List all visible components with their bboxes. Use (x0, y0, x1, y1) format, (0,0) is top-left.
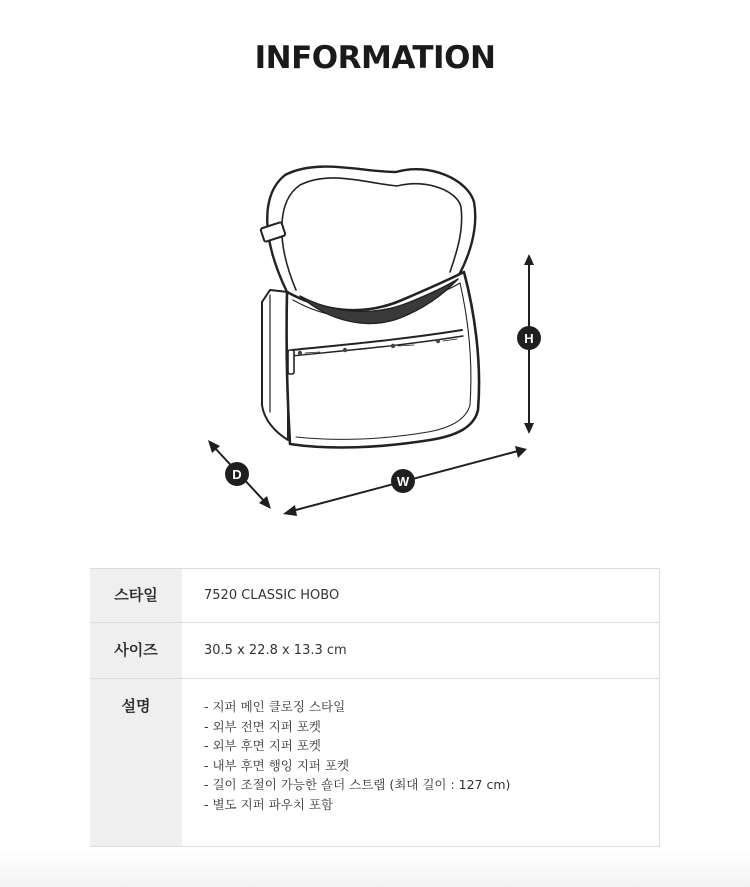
spec-table (90, 568, 660, 847)
page-title: INFORMATION (254, 40, 496, 76)
description-item: - 외부 전면 지퍼 포켓 (204, 718, 322, 734)
description-item: - 외부 후면 지퍼 포켓 (204, 738, 322, 753)
description-item: - 지퍼 메인 클로징 스타일 (204, 699, 346, 714)
height-marker (517, 326, 541, 350)
spec-row-description (90, 679, 660, 847)
spec-label-style: 스타일 (90, 569, 182, 623)
description-item: - 내부 후면 행잉 지퍼 포켓 (204, 757, 350, 773)
height-label: H (524, 331, 534, 346)
width-marker (391, 469, 415, 493)
description-list (204, 697, 658, 814)
width-label: W (396, 474, 410, 489)
bottom-divider (0, 848, 750, 887)
spec-label-size: 사이즈 (90, 623, 182, 679)
spec-row-style (90, 569, 660, 623)
spec-value-size: 30.5 x 22.8 x 13.3 cm (182, 623, 660, 679)
description-item: - 별도 지퍼 파우치 포함 (204, 796, 334, 812)
depth-marker (225, 462, 249, 486)
description-item: - 길이 조절이 가능한 숄더 스트랩 (최대 길이 : 127 cm) (204, 777, 511, 792)
bag-illustration (260, 167, 479, 448)
spec-label-description: 설명 (90, 679, 182, 847)
spec-value-description (182, 679, 660, 847)
depth-label: D (232, 467, 242, 482)
spec-row-size (90, 623, 660, 679)
spec-value-style: 7520 CLASSIC HOBO (182, 569, 660, 623)
bag-dimension-diagram (195, 145, 555, 525)
